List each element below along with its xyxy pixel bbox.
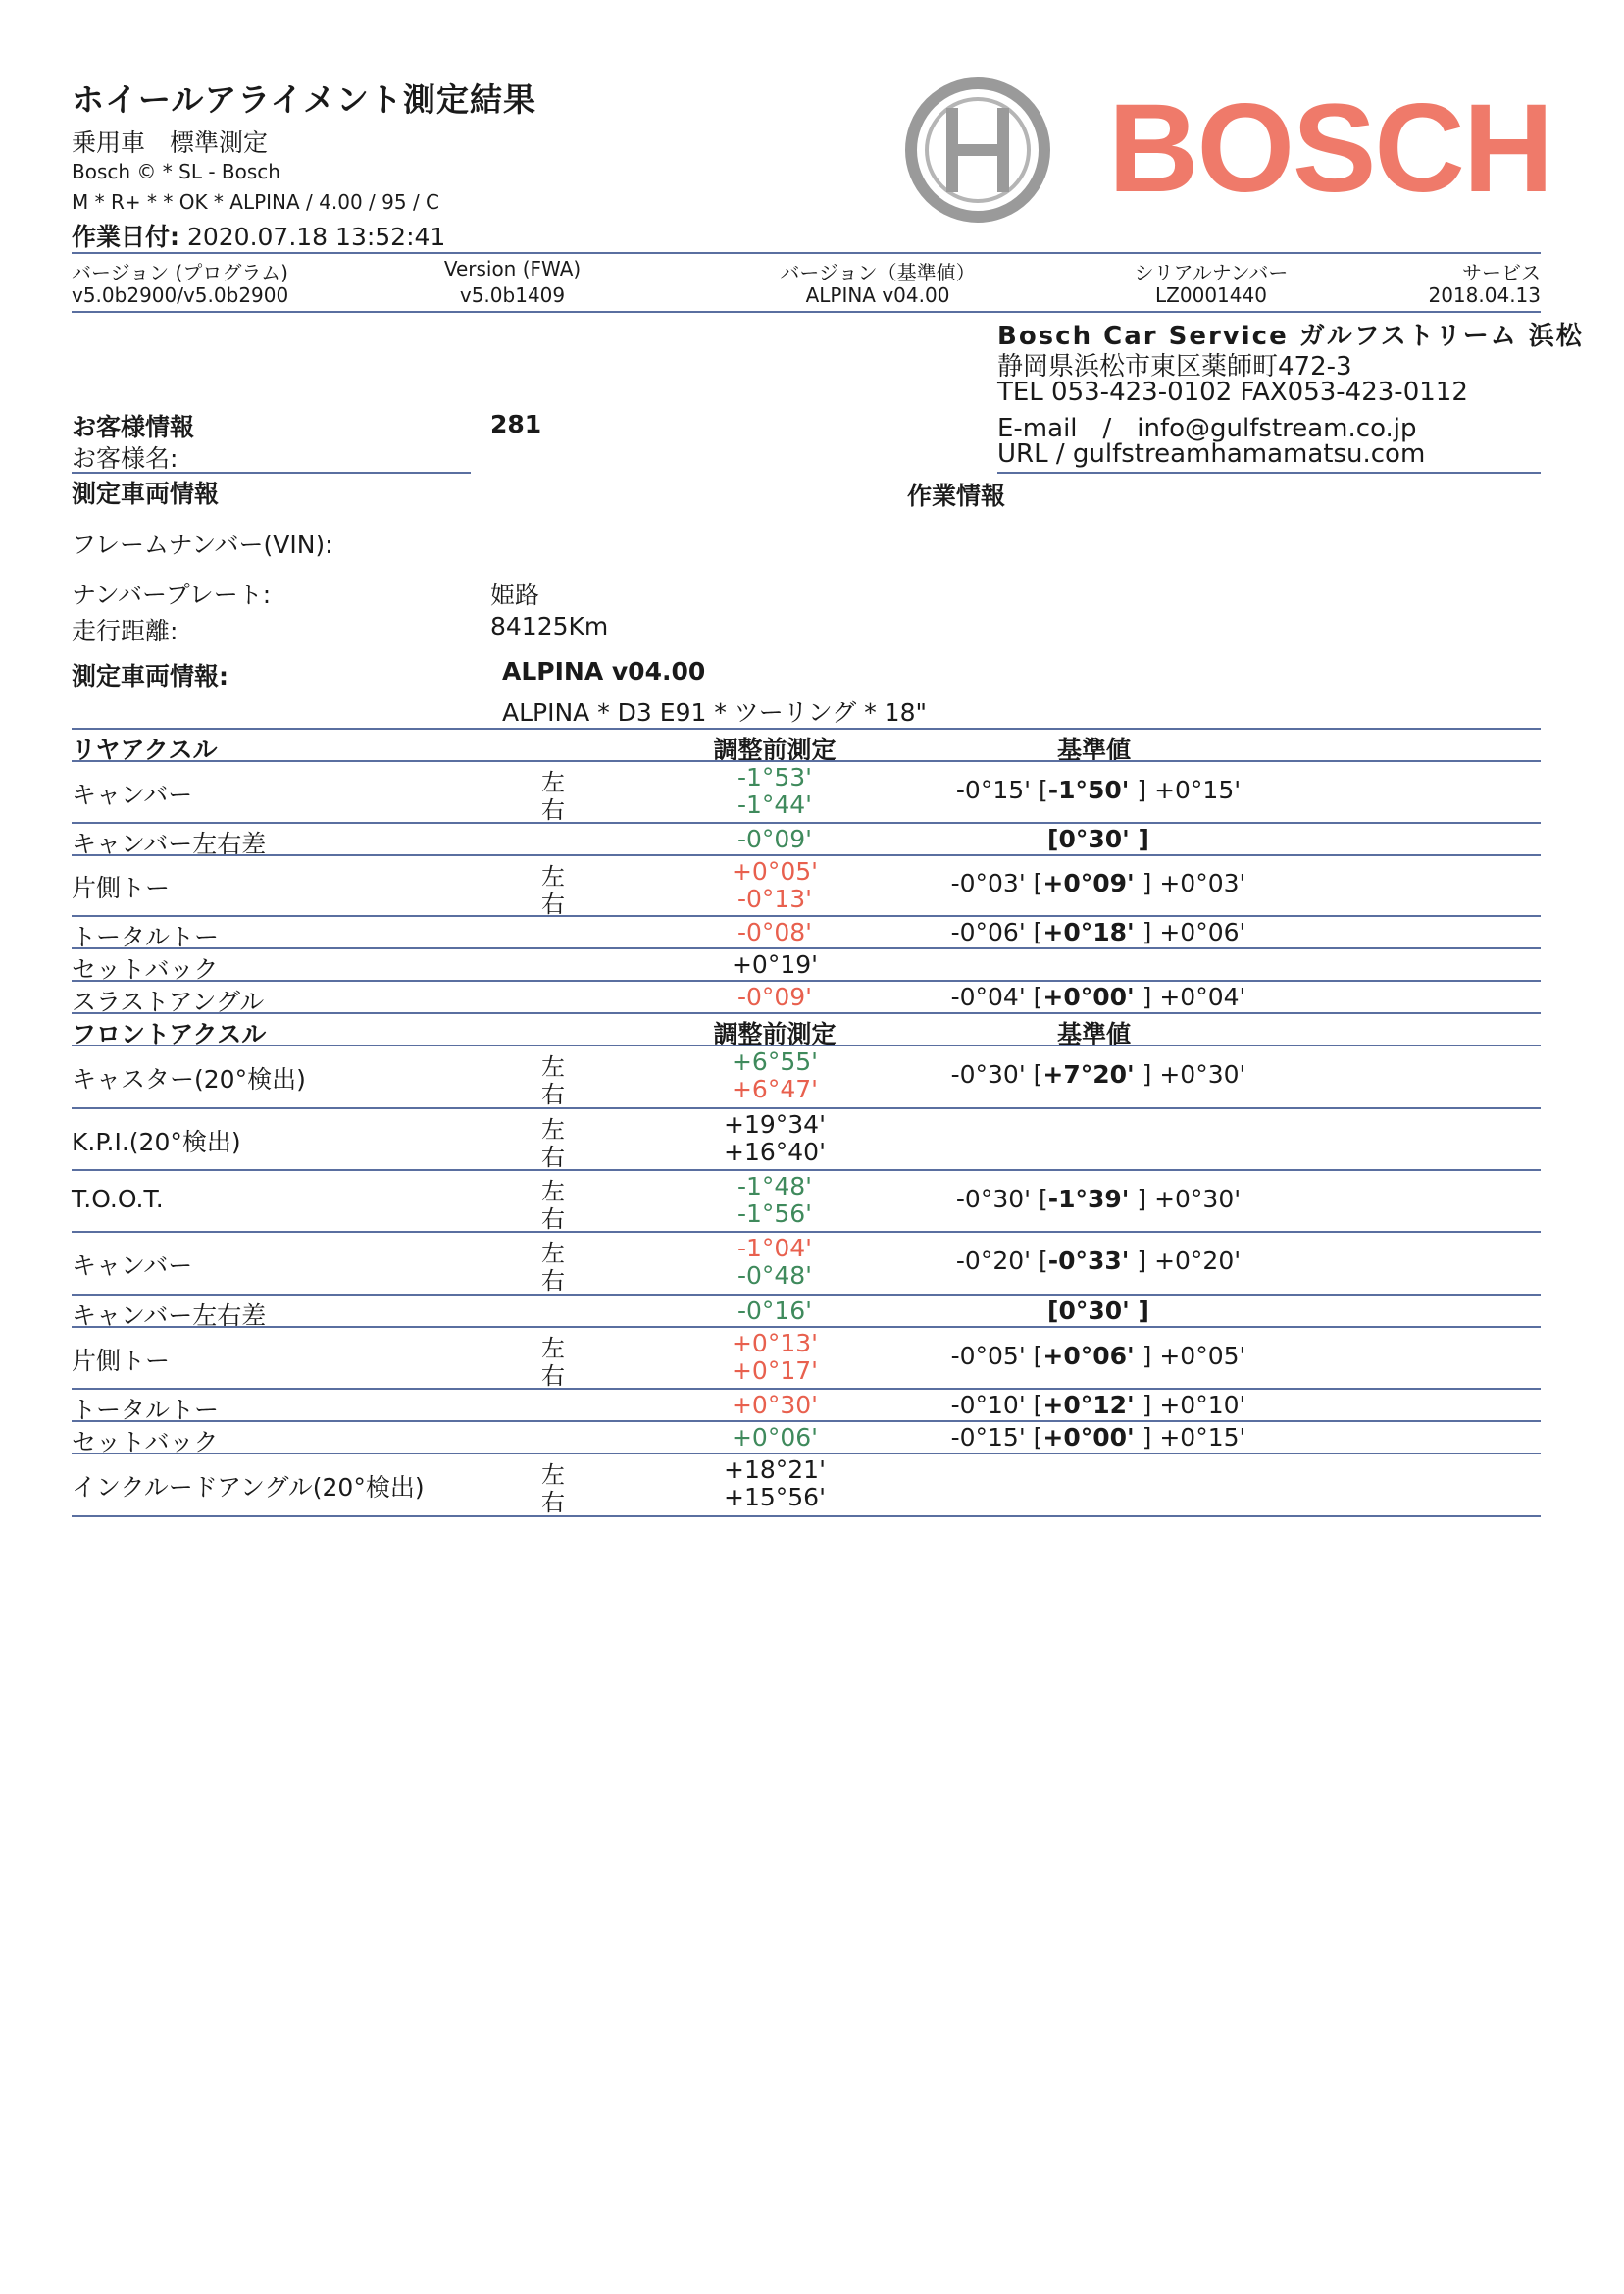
row-label: インクルードアングル(20°検出) (72, 1473, 425, 1502)
measured-left: +0°05' (731, 857, 819, 886)
row-label: トータルトー (72, 923, 220, 951)
measured-value: -0°16' (736, 1297, 813, 1325)
row-label: キャンバー左右差 (72, 830, 267, 858)
table-row-divider (72, 822, 1541, 824)
page-title: ホイールアライメント測定結果 (72, 80, 537, 119)
measured-left: +0°13' (731, 1329, 819, 1357)
row-label: K.P.I.(20°検出) (72, 1127, 241, 1156)
serial-label: シリアルナンバー (1134, 261, 1289, 284)
side-left-label: 左 (541, 1461, 565, 1489)
measured-value: +0°06' (731, 1423, 819, 1452)
table-row-divider (72, 915, 1541, 917)
shop-address: 静岡県浜松市東区薬師町472-3 (997, 352, 1352, 382)
table-row-divider (72, 1388, 1541, 1390)
table-row-divider (72, 980, 1541, 982)
side-left-label: 左 (541, 863, 565, 891)
side-left-label: 左 (541, 1178, 565, 1205)
vin-label: フレームナンバー(VIN): (72, 531, 333, 559)
table-row-divider (72, 1420, 1541, 1422)
measured-value: -0°09' (736, 825, 813, 853)
reference-value: -0°10' [+0°12' ] +0°10' (950, 1391, 1246, 1419)
plate-label: ナンバープレート: (72, 581, 272, 609)
vehicle-info-db: ALPINA v04.00 (502, 657, 706, 686)
service-label: サービス (1462, 261, 1541, 284)
reference-value: -0°06' [+0°18' ] +0°06' (950, 918, 1246, 946)
vehicle-info-label: 測定車両情報: (72, 662, 228, 690)
bosch-wordmark: BOSCH (1108, 78, 1552, 219)
table-row-divider (72, 760, 1541, 762)
reference-value: -0°05' [+0°06' ] +0°05' (950, 1341, 1246, 1370)
vehicle-info-model: ALPINA * D3 E91 * ツーリング * 18" (502, 698, 927, 727)
table-row-divider (72, 947, 1541, 949)
version-program-value: v5.0b2900/v5.0b2900 (72, 283, 289, 307)
front-axle-header: フロントアクスル (72, 1020, 267, 1048)
version-ref-label: バージョン（基準値） (780, 261, 976, 284)
side-right-label: 右 (541, 1267, 565, 1295)
mileage-label: 走行距離: (72, 617, 178, 645)
row-label: セットバック (72, 955, 219, 984)
table-row-divider (72, 1107, 1541, 1109)
table-row-divider (72, 1169, 1541, 1171)
measured-left: -1°48' (736, 1172, 813, 1200)
measured-left: +19°34' (724, 1110, 826, 1139)
table-row-divider (72, 854, 1541, 856)
measured-right: -1°44' (736, 790, 813, 819)
reference-value: -0°04' [+0°00' ] +0°04' (950, 983, 1246, 1011)
measured-value: +0°30' (731, 1391, 819, 1419)
table-row-divider (72, 1045, 1541, 1046)
code-line: M * R+ * * OK * ALPINA / 4.00 / 95 / C (72, 190, 439, 214)
bosch-armature-logo (904, 76, 1051, 224)
side-right-label: 右 (541, 1205, 565, 1233)
plate-value: 姫路 (490, 581, 540, 609)
reference-value: -0°15' [-1°50' ] +0°15' (955, 775, 1242, 804)
mileage-value: 84125Km (490, 612, 609, 640)
row-label: キャンバー (72, 780, 193, 809)
row-label: キャンバー (72, 1251, 193, 1280)
divider (72, 472, 471, 474)
reference-value: -0°30' [+7°20' ] +0°30' (950, 1060, 1246, 1089)
side-right-label: 右 (541, 1144, 565, 1171)
measured-value: -0°09' (736, 983, 813, 1011)
version-ref-value: ALPINA v04.00 (805, 283, 950, 307)
reference-value: -0°03' [+0°09' ] +0°03' (950, 869, 1246, 897)
vehicle-section: 測定車両情報 (72, 480, 220, 508)
side-left-label: 左 (541, 769, 565, 796)
side-left-label: 左 (541, 1335, 565, 1362)
row-label: トータルトー (72, 1396, 220, 1424)
side-left-label: 左 (541, 1116, 565, 1144)
serial-value: LZ0001440 (1155, 283, 1267, 307)
service-value: 2018.04.13 (1428, 283, 1541, 307)
reference-value: [0°30' ] (1047, 825, 1149, 853)
measured-right: -1°56' (736, 1199, 813, 1228)
table-row-divider (72, 1012, 1541, 1014)
row-label: スラストアングル (72, 988, 265, 1016)
side-right-label: 右 (541, 1081, 565, 1108)
customer-number: 281 (490, 410, 542, 438)
page-subtitle: 乗用車 標準測定 (72, 128, 269, 157)
version-fwa-value: v5.0b1409 (459, 283, 566, 307)
row-label: キャンバー左右差 (72, 1301, 267, 1330)
side-right-label: 右 (541, 891, 565, 918)
work-date-value: 2020.07.18 13:52:41 (186, 223, 446, 251)
measured-right: +6°47' (731, 1075, 819, 1103)
divider (72, 311, 1541, 313)
side-right-label: 右 (541, 1489, 565, 1516)
version-program-label: バージョン (プログラム) (72, 261, 288, 284)
table-row-divider (72, 728, 1541, 730)
measured-right: +15°56' (724, 1483, 826, 1511)
measured-left: -1°53' (736, 763, 813, 791)
row-label: セットバック (72, 1428, 219, 1456)
reference-value: [0°30' ] (1047, 1297, 1149, 1325)
divider (72, 252, 1541, 254)
shop-email: E-mail / info@gulfstream.co.jp (997, 414, 1417, 443)
measure-column-header: 調整前測定 (713, 1020, 837, 1048)
work-date (72, 218, 445, 253)
measured-right: -0°13' (736, 885, 813, 913)
customer-name-label: お客様名: (72, 444, 178, 473)
measured-left: +18°21' (724, 1455, 826, 1484)
measured-right: +16°40' (724, 1138, 826, 1166)
work-date-label: 作業日付: (72, 223, 179, 251)
reference-column-header: 基準値 (1057, 736, 1132, 764)
work-section: 作業情報 (907, 482, 1006, 510)
row-label: 片側トー (72, 1346, 171, 1375)
reference-value: -0°20' [-0°33' ] +0°20' (955, 1247, 1242, 1275)
shop-tel: TEL 053-423-0102 FAX053-423-0112 (997, 378, 1468, 407)
row-label: キャスター(20°検出) (72, 1065, 306, 1094)
reference-value: -0°15' [+0°00' ] +0°15' (950, 1423, 1246, 1452)
table-row-divider (72, 1515, 1541, 1517)
table-row-divider (72, 1453, 1541, 1454)
reference-value: -0°30' [-1°39' ] +0°30' (955, 1184, 1242, 1213)
side-right-label: 右 (541, 796, 565, 824)
shop-url: URL / gulfstreamhamamatsu.com (997, 439, 1426, 469)
rear-axle-header: リヤアクスル (72, 736, 218, 764)
version-fwa-label: Version (FWA) (443, 257, 582, 280)
table-row-divider (72, 1326, 1541, 1328)
table-row-divider (72, 1294, 1541, 1296)
shop-name: Bosch Car Service ガルフストリーム 浜松 (997, 322, 1584, 351)
side-right-label: 右 (541, 1362, 565, 1390)
measured-value: -0°08' (736, 918, 813, 946)
row-label: 片側トー (72, 874, 171, 902)
measured-left: -1°04' (736, 1234, 813, 1262)
side-left-label: 左 (541, 1053, 565, 1081)
customer-section: お客様情報 (72, 413, 195, 441)
brand-line: Bosch © * SL - Bosch (72, 160, 280, 183)
measure-column-header: 調整前測定 (713, 736, 837, 764)
table-row-divider (72, 1231, 1541, 1233)
measured-left: +6°55' (731, 1047, 819, 1076)
measured-value: +0°19' (731, 950, 819, 979)
row-label: T.O.O.T. (72, 1184, 164, 1213)
measured-right: -0°48' (736, 1261, 813, 1290)
divider (997, 472, 1541, 474)
side-left-label: 左 (541, 1240, 565, 1267)
reference-column-header: 基準値 (1057, 1020, 1132, 1048)
measured-right: +0°17' (731, 1356, 819, 1385)
